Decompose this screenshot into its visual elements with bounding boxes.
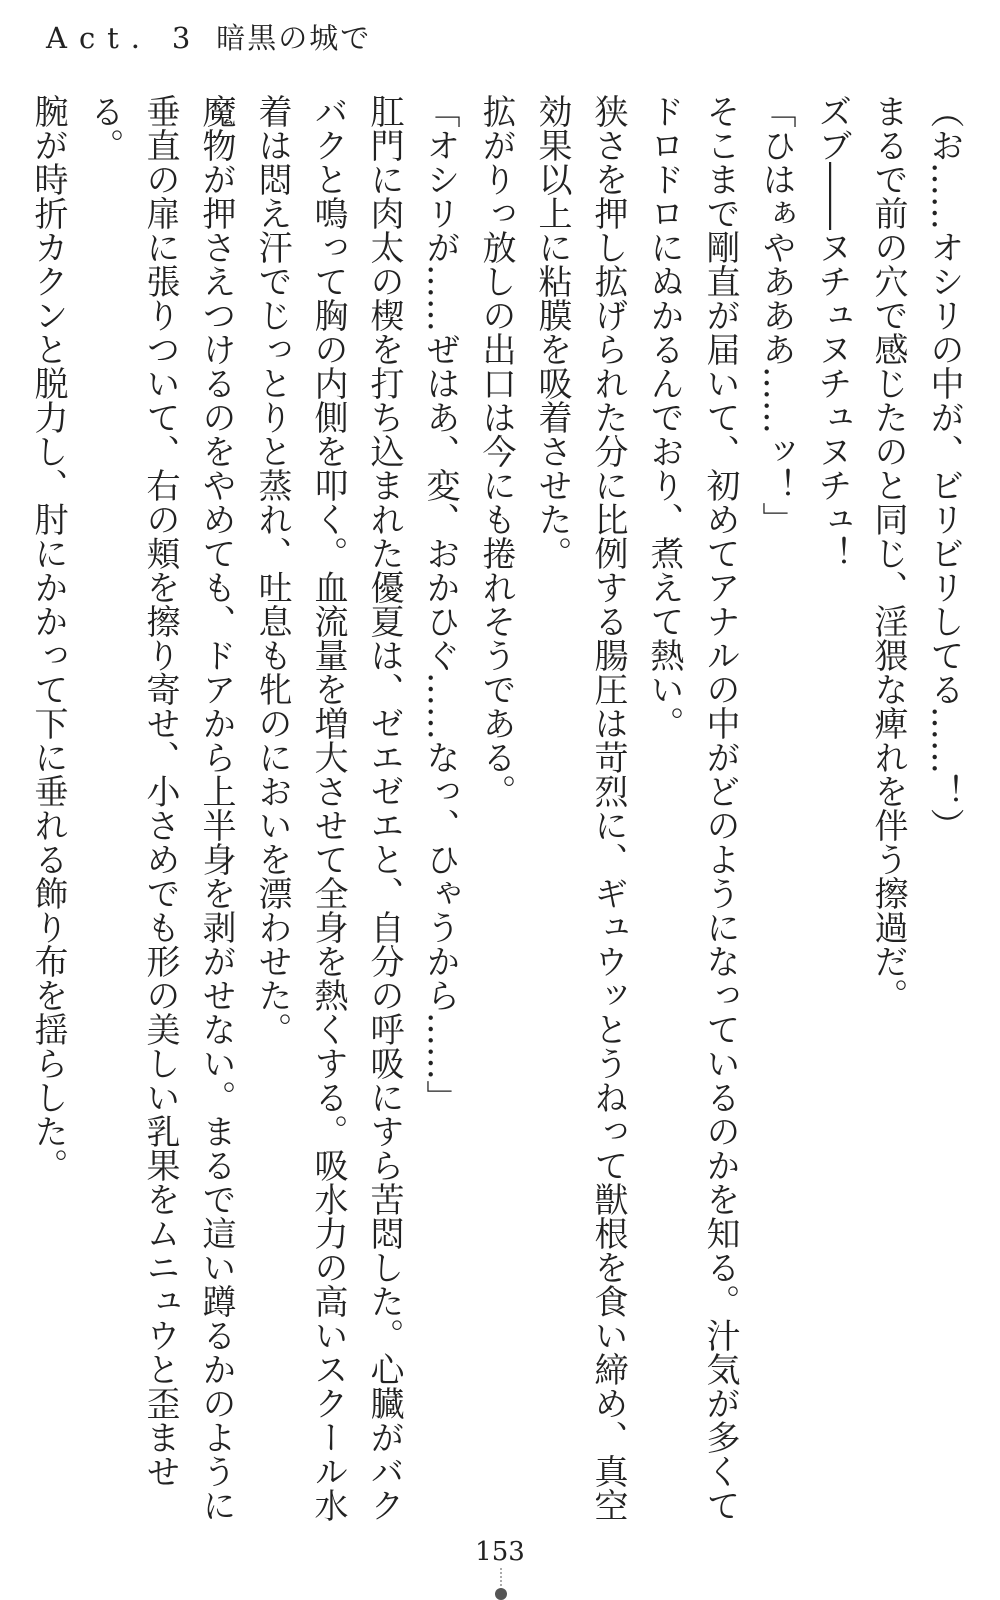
paragraph: ズブ――ヌチュヌチュヌチュ！ xyxy=(812,94,852,570)
paragraph: （お……オシリの中が、ビリビリしてる……！） xyxy=(924,94,964,842)
paragraph: 拡がりっ放しの出口は今にも捲れそうである。 xyxy=(476,94,516,808)
paragraph: 肛門に肉太の楔を打ち込まれた優夏は、ゼエゼエと、自分の呼吸にすら苦悶した。心臓がバクバクと鳴って胸の内側を叩く。血流量を増大させて全身を熱くする。吸水力の高いスクール水着は悶え汗でじっとりと蒸れ、吐息も牝のにおいを漂わせた。 xyxy=(252,94,404,1522)
paragraph: そこまで剛直が届いて、初めてアナルの中がどのようになっているのかを知る。汁気が多くてドロドロにぬかるんでおり、煮えて熱い。 xyxy=(644,94,740,1522)
page-ornament-icon xyxy=(491,1568,511,1600)
page-number: 153 xyxy=(475,1537,525,1567)
paragraph: まるで前の穴で感じたのと同じ、淫猥な痺れを伴う擦過だ。 xyxy=(868,94,908,1012)
paragraph: 「ひはぁやあああ……ッ！」 xyxy=(756,94,796,536)
act-label: Act．3 xyxy=(46,21,203,55)
paragraph: 狭さを押し拡げられた分に比例する腸圧は苛烈に、ギュウッとうねって獣根を食い締め、真空効果以上に粘膜を吸着させた。 xyxy=(532,94,628,1522)
body-text xyxy=(28,94,972,1534)
paragraph: 魔物が押さえつけるのをやめても、ドアから上半身を剥がせない。まるで這い蹲るかのように垂直の扉に張りついて、右の頬を擦り寄せ、小さめでも形の美しい乳果をムニュウと歪ませる。 xyxy=(84,94,236,1522)
paragraph: 「オシリが……ぜはあ、変、おかひぐ……なっ、ひゃうから……」 xyxy=(420,94,460,1114)
chapter-title: 暗黒の城で xyxy=(216,21,372,55)
paragraph: 腕が時折カクンと脱力し、肘にかかって下に垂れる飾り布を揺らした。 xyxy=(28,94,68,1182)
running-header xyxy=(46,16,371,57)
